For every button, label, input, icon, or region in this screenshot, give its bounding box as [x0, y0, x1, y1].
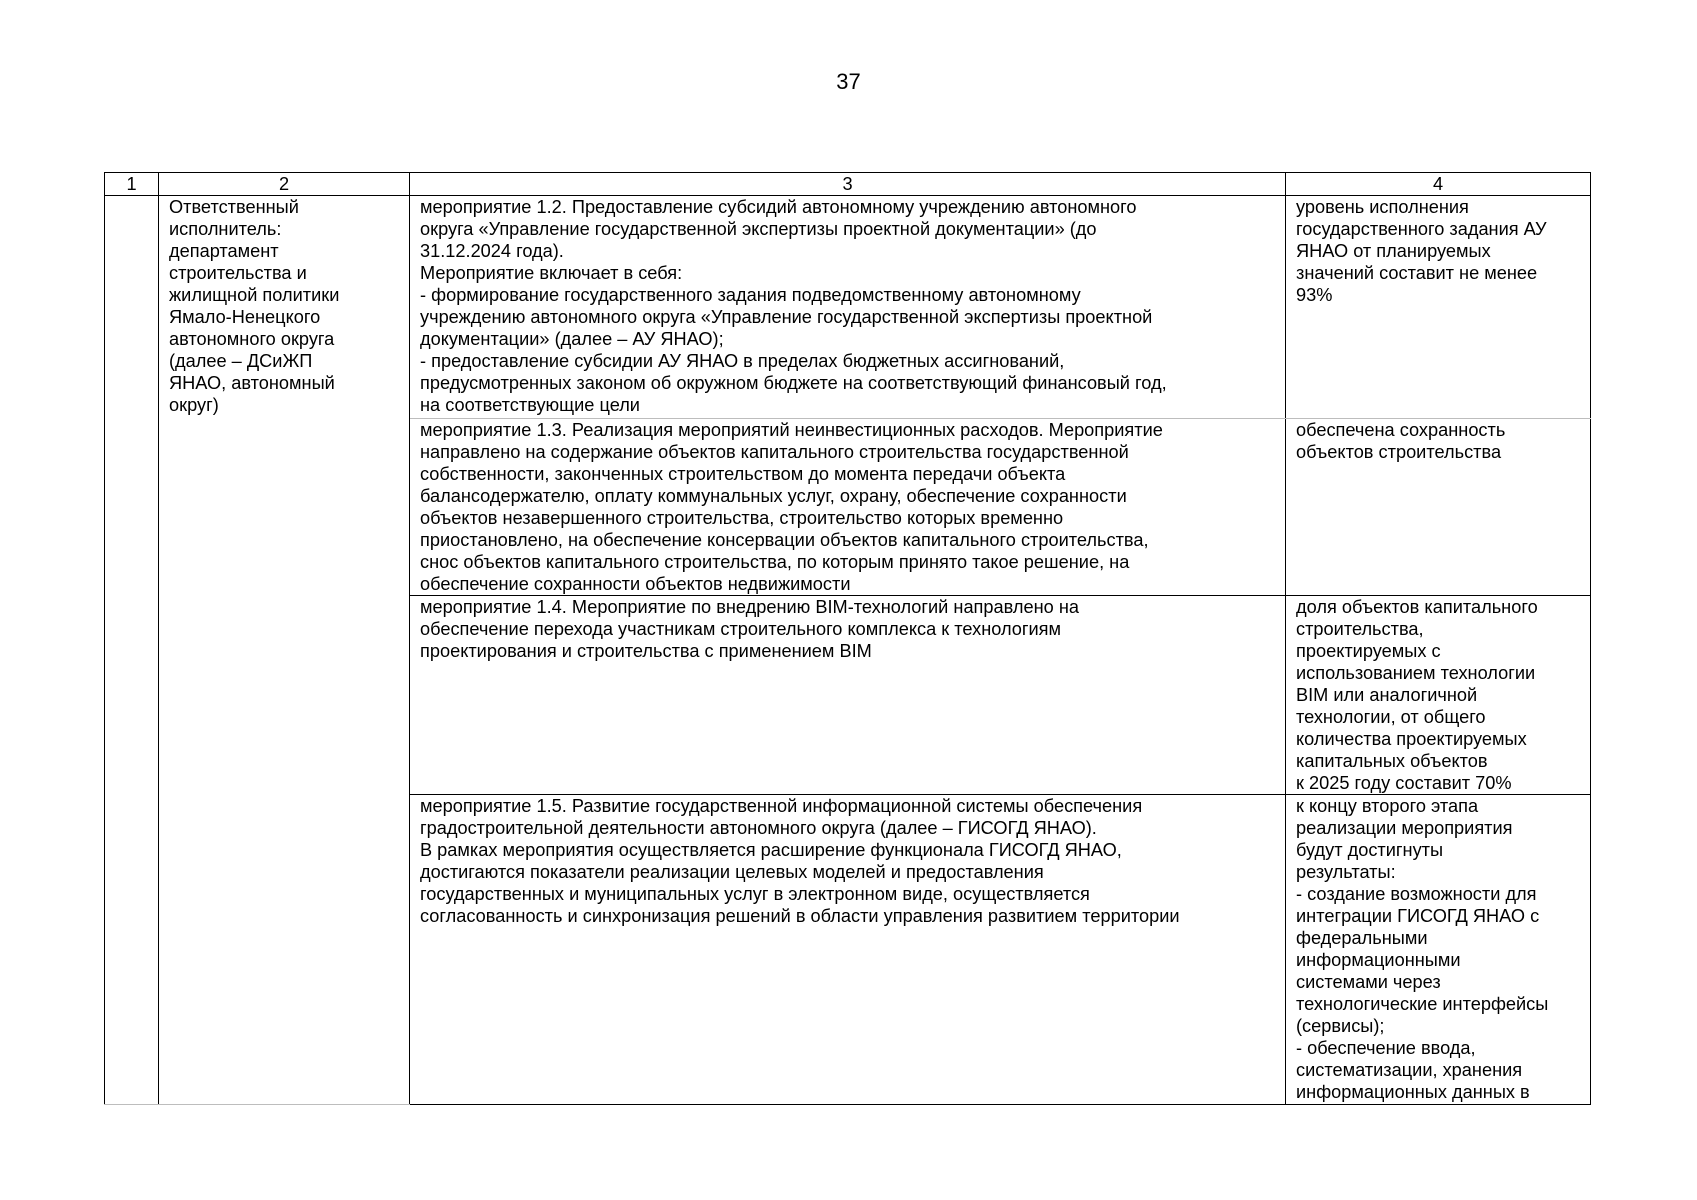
- page-number: 37: [836, 69, 861, 94]
- result-cell: уровень исполнения государственного задания АУ ЯНАО от планируемых значений составит не менее 93%: [1286, 196, 1591, 419]
- activity-cell: мероприятие 1.2. Предоставление субсидий автономному учреждению автономного округа «Управление государственной экспертизы проектной документации» (до 31.12.2024 года). Мероприятие включает в себя: - формирование государственного задания подведомственному автономному учреждению автономного округа «Управление государственной экспертизы проектной документации» (далее – АУ ЯНАО); - предоставление субсидии АУ ЯНАО в пределах бюджетных ассигнований, предусмотренных законом об окружном бюджете на соответствующий финансовый год, на соответствующие цели: [410, 196, 1286, 419]
- column-1-cell: [105, 196, 159, 1105]
- table-row: [105, 196, 1591, 419]
- column-number-row: [105, 173, 1591, 196]
- column-header-4: 4: [1286, 173, 1591, 196]
- result-cell: доля объектов капитального строительства, проектируемых с использованием технологии BIM или аналогичной технологии, от общего количества проектируемых капитальных объектов к 2025 году составит 70%: [1286, 596, 1591, 795]
- program-table: [104, 172, 1591, 1105]
- activity-cell: мероприятие 1.3. Реализация мероприятий неинвестиционных расходов. Мероприятие направлено на содержание объектов капитального строительства государственной собственности, законченных строительством до момента передачи объекта балансодержателю, оплату коммунальных услуг, охрану, обеспечение сохранности объектов незавершенного строительства, строительство которых временно приостановлено, на обеспечение консервации объектов капитального строительства, снос объектов капитального строительства, по которым принято такое решение, на обеспечение сохранности объектов недвижимости: [410, 419, 1286, 596]
- column-header-3: 3: [410, 173, 1286, 196]
- activity-cell: мероприятие 1.5. Развитие государственной информационной системы обеспечения градостроительной деятельности автономного округа (далее – ГИСОГД ЯНАО). В рамках мероприятия осуществляется расширение функционала ГИСОГД ЯНАО, достигаются показатели реализации целевых моделей и предоставления государственных и муниципальных услуг в электронном виде, осуществляется согласованность и синхронизация решений в области управления развитием территории: [410, 795, 1286, 1105]
- result-cell: к концу второго этапа реализации мероприятия будут достигнуты результаты: - создание возможности для интеграции ГИСОГД ЯНАО с федеральными информационными системами через технологические интерфейсы (сервисы); - обеспечение ввода, систематизации, хранения информационных данных в: [1286, 795, 1591, 1105]
- result-cell: обеспечена сохранность объектов строительства: [1286, 419, 1591, 596]
- column-header-2: 2: [159, 173, 410, 196]
- column-header-1: 1: [105, 173, 159, 196]
- activity-cell: мероприятие 1.4. Мероприятие по внедрению BIM-технологий направлено на обеспечение перехода участникам строительного комплекса к технологиям проектирования и строительства с применением BIM: [410, 596, 1286, 795]
- responsible-executor-cell: Ответственный исполнитель: департамент строительства и жилищной политики Ямало-Ненецкого автономного округа (далее – ДСиЖП ЯНАО, автономный округ): [159, 196, 410, 1105]
